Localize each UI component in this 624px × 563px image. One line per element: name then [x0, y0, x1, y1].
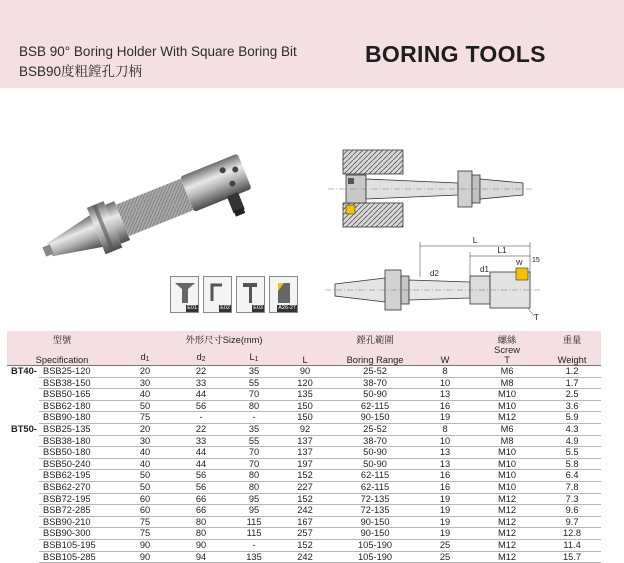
cell-W: 13: [419, 389, 471, 401]
wrench-icon: [206, 279, 230, 305]
cell-d2: 33: [173, 377, 229, 389]
cell-L1: 70: [229, 458, 279, 470]
group-spacer: [7, 400, 39, 412]
table-row: [7, 539, 601, 551]
table-row: [7, 481, 601, 493]
cell-range: 72-135: [331, 505, 419, 517]
cell-d1: 30: [117, 435, 173, 447]
cell-d2: 94: [173, 551, 229, 563]
dim-d2-label: d2: [430, 269, 439, 278]
cell-range: 25-52: [331, 366, 419, 378]
cell-L1: -: [229, 412, 279, 424]
cell-range: 25-52: [331, 423, 419, 435]
cell-L: 257: [279, 528, 331, 540]
cell-L1: 95: [229, 493, 279, 505]
spec-table: [7, 331, 601, 563]
table-row: [7, 493, 601, 505]
boring-bit-icon: [272, 279, 296, 305]
group-spacer: [7, 435, 39, 447]
cell-L: 227: [279, 481, 331, 493]
table-row: [7, 470, 601, 482]
cell-range: 90-150: [331, 412, 419, 424]
cell-W: 25: [419, 539, 471, 551]
cell-W: 25: [419, 551, 471, 563]
cell-spec: BSB62-270: [39, 481, 117, 493]
header-W: W: [419, 345, 471, 366]
cell-d1: 50: [117, 400, 173, 412]
cell-weight: 1.7: [543, 377, 601, 389]
group-spacer: [7, 539, 39, 551]
key-icon: [239, 279, 263, 305]
group-spacer: [7, 516, 39, 528]
header-L: L: [279, 345, 331, 366]
header-L1: L1: [229, 345, 279, 366]
cell-T: M10: [471, 470, 543, 482]
cell-range: 50-90: [331, 447, 419, 459]
cell-range: 62-115: [331, 470, 419, 482]
cell-T: M10: [471, 389, 543, 401]
dim-W-label: W: [516, 260, 523, 267]
cell-W: 19: [419, 493, 471, 505]
cell-L: 137: [279, 447, 331, 459]
cell-weight: 15.7: [543, 551, 601, 563]
insert-e01: E01: [170, 276, 199, 313]
cell-L: 242: [279, 505, 331, 517]
cell-d1: 90: [117, 539, 173, 551]
cell-d2: 56: [173, 470, 229, 482]
cell-range: 38-70: [331, 377, 419, 389]
cell-range: 62-115: [331, 481, 419, 493]
cell-W: 10: [419, 377, 471, 389]
cell-L: 152: [279, 539, 331, 551]
table-row: [7, 447, 601, 459]
spec-table-body: [7, 366, 601, 563]
dim-T-label: T: [534, 313, 539, 322]
cell-d1: 40: [117, 447, 173, 459]
cell-L1: 80: [229, 470, 279, 482]
group-spacer: [7, 551, 39, 563]
cell-L1: 115: [229, 516, 279, 528]
cell-L1: 95: [229, 505, 279, 517]
header-screw-en: Screw T: [471, 345, 543, 366]
cell-spec: BSB90-300: [39, 528, 117, 540]
cell-d2: 22: [173, 423, 229, 435]
cell-weight: 5.5: [543, 447, 601, 459]
cell-range: 38-70: [331, 435, 419, 447]
group-spacer: [7, 470, 39, 482]
cell-W: 8: [419, 423, 471, 435]
cell-range: 62-115: [331, 400, 419, 412]
cell-T: M10: [471, 447, 543, 459]
cell-L: 135: [279, 389, 331, 401]
insert-a26-27: A26-27: [269, 276, 298, 313]
cell-d1: 90: [117, 551, 173, 563]
cell-d2: 56: [173, 400, 229, 412]
group-label: BT40-: [11, 366, 37, 377]
header-weight-zh: 重量: [543, 331, 601, 345]
table-row: [7, 377, 601, 389]
cell-d2: 22: [173, 366, 229, 378]
cell-spec: BSB38-180: [39, 435, 117, 447]
header-size: 外形尺寸Size(mm): [117, 331, 331, 345]
cell-weight: 6.4: [543, 470, 601, 482]
cell-L: 152: [279, 493, 331, 505]
cell-d2: 44: [173, 458, 229, 470]
cell-T: M12: [471, 539, 543, 551]
dim-L1-label: L1: [497, 246, 507, 255]
cell-range: 50-90: [331, 458, 419, 470]
group-spacer: [7, 493, 39, 505]
cell-range: 105-190: [331, 551, 419, 563]
cell-L1: 135: [229, 551, 279, 563]
cell-weight: 3.6: [543, 400, 601, 412]
group-spacer: [7, 377, 39, 389]
dimension-drawing: [320, 232, 550, 327]
cell-W: 19: [419, 505, 471, 517]
cell-W: 13: [419, 458, 471, 470]
cell-spec: BSB72-195: [39, 493, 117, 505]
cell-L1: 35: [229, 423, 279, 435]
cell-d1: 40: [117, 389, 173, 401]
cell-W: 8: [419, 366, 471, 378]
table-row: [7, 505, 601, 517]
section-drawing: [318, 145, 548, 230]
cell-spec: BSB105-195: [39, 539, 117, 551]
cell-d1: 60: [117, 505, 173, 517]
cell-d2: 90: [173, 539, 229, 551]
cell-d2: 66: [173, 505, 229, 517]
cell-d2: -: [173, 412, 229, 424]
cell-d1: 20: [117, 423, 173, 435]
cell-W: 10: [419, 435, 471, 447]
cell-spec: BSB105-285: [39, 551, 117, 563]
cell-spec: BSB50-240: [39, 458, 117, 470]
dim-L-label: L: [472, 236, 478, 245]
title-english: BSB 90° Boring Holder With Square Boring Bit: [19, 44, 297, 59]
cell-spec: BSB50-180: [39, 447, 117, 459]
table-row: [7, 516, 601, 528]
cell-d1: 75: [117, 528, 173, 540]
cell-L: 90: [279, 366, 331, 378]
cell-W: 19: [419, 516, 471, 528]
header-range-en: Boring Range: [331, 345, 419, 366]
cell-spec: BSB50-165: [39, 389, 117, 401]
table-row: [7, 412, 601, 424]
table-row: [7, 528, 601, 540]
cell-range: 72-135: [331, 493, 419, 505]
cell-d1: 60: [117, 493, 173, 505]
group-spacer: [7, 458, 39, 470]
cell-d1: 30: [117, 377, 173, 389]
table-row: [7, 435, 601, 447]
screw-icon: [173, 279, 197, 305]
cell-T: M12: [471, 516, 543, 528]
cell-d1: 20: [117, 366, 173, 378]
cell-L: 150: [279, 400, 331, 412]
cell-d2: 80: [173, 516, 229, 528]
cell-weight: 4.3: [543, 423, 601, 435]
cell-T: M10: [471, 458, 543, 470]
cell-d2: 44: [173, 447, 229, 459]
header-spec-en: Specification: [7, 345, 117, 366]
cell-d1: 75: [117, 516, 173, 528]
cell-spec: BSB90-180: [39, 412, 117, 424]
cell-d2: 33: [173, 435, 229, 447]
cell-T: M8: [471, 377, 543, 389]
cell-L1: 80: [229, 481, 279, 493]
table-row: [7, 458, 601, 470]
cell-L1: 70: [229, 447, 279, 459]
cell-L: 92: [279, 423, 331, 435]
cell-L1: 55: [229, 435, 279, 447]
cell-spec: BSB62-195: [39, 470, 117, 482]
cell-d1: 50: [117, 481, 173, 493]
group-spacer: [7, 389, 39, 401]
group-spacer: [7, 412, 39, 424]
cell-L: 120: [279, 377, 331, 389]
cell-d2: 66: [173, 493, 229, 505]
cell-T: M12: [471, 412, 543, 424]
cell-L1: 70: [229, 389, 279, 401]
cell-L: 167: [279, 516, 331, 528]
cell-L1: 55: [229, 377, 279, 389]
cell-weight: 12.8: [543, 528, 601, 540]
cell-W: 13: [419, 447, 471, 459]
cell-weight: 7.8: [543, 481, 601, 493]
cell-weight: 5.9: [543, 412, 601, 424]
cell-T: M10: [471, 400, 543, 412]
cell-weight: 1.2: [543, 366, 601, 378]
cell-T: M8: [471, 435, 543, 447]
cell-d2: 56: [173, 481, 229, 493]
header-range-zh: 鏜孔範圍: [331, 331, 419, 345]
header-spec-zh: 型號: [7, 331, 117, 345]
table-row: [7, 423, 601, 435]
cell-L: 137: [279, 435, 331, 447]
brand-heading: BORING TOOLS: [365, 41, 546, 67]
table-row: [7, 551, 601, 563]
cell-T: M12: [471, 551, 543, 563]
cell-range: 90-150: [331, 528, 419, 540]
group-spacer: [7, 481, 39, 493]
cell-spec: BSB90-210: [39, 516, 117, 528]
cell-d1: 50: [117, 470, 173, 482]
cell-weight: 5.8: [543, 458, 601, 470]
group-spacer: [7, 447, 39, 459]
cell-d1: 40: [117, 458, 173, 470]
cell-spec: BSB25-120: [39, 366, 117, 378]
cell-L: 242: [279, 551, 331, 563]
cell-d2: 80: [173, 528, 229, 540]
title-chinese: BSB90度粗鏜孔刀柄: [19, 64, 143, 79]
cell-weight: 11.4: [543, 539, 601, 551]
dim-d1-label: d1: [480, 265, 489, 274]
cell-L1: 80: [229, 400, 279, 412]
cell-weight: 7.3: [543, 493, 601, 505]
cell-L: 150: [279, 412, 331, 424]
group-spacer: [7, 528, 39, 540]
cell-d2: 44: [173, 389, 229, 401]
cell-range: 90-150: [331, 516, 419, 528]
cell-weight: 9.6: [543, 505, 601, 517]
insert-e02: E02: [203, 276, 232, 313]
cell-T: M12: [471, 505, 543, 517]
header-banner: [0, 0, 624, 88]
cell-L1: 35: [229, 366, 279, 378]
cell-range: 50-90: [331, 389, 419, 401]
cell-d1: 75: [117, 412, 173, 424]
cell-T: M10: [471, 481, 543, 493]
cell-W: 19: [419, 528, 471, 540]
group-spacer: [7, 505, 39, 517]
cell-spec: BSB25-135: [39, 423, 117, 435]
cell-L1: 115: [229, 528, 279, 540]
header-screw-zh: 螺絲: [471, 331, 543, 345]
cell-L: 152: [279, 470, 331, 482]
cell-W: 16: [419, 400, 471, 412]
cell-T: M6: [471, 366, 543, 378]
table-row: [7, 366, 601, 378]
cell-range: 105-190: [331, 539, 419, 551]
cell-weight: 9.7: [543, 516, 601, 528]
table-row: [7, 400, 601, 412]
group-label: BT50-: [11, 423, 37, 434]
cell-W: 16: [419, 481, 471, 493]
cell-T: M12: [471, 493, 543, 505]
table-row: [7, 389, 601, 401]
cell-weight: 2.5: [543, 389, 601, 401]
header-d1: d1: [117, 345, 173, 366]
header-weight-en: Weight: [543, 345, 601, 366]
cell-L1: -: [229, 539, 279, 551]
insert-thumbnails: [170, 276, 298, 313]
dim-angle-label: 15: [532, 257, 540, 264]
product-photo: [20, 128, 290, 278]
header-d2: d2: [173, 345, 229, 366]
cell-spec: BSB62-180: [39, 400, 117, 412]
cell-weight: 4.9: [543, 435, 601, 447]
cell-T: M6: [471, 423, 543, 435]
cell-L: 197: [279, 458, 331, 470]
cell-W: 16: [419, 470, 471, 482]
cell-spec: BSB72-285: [39, 505, 117, 517]
insert-e03: E03: [236, 276, 265, 313]
cell-T: M12: [471, 528, 543, 540]
cell-W: 19: [419, 412, 471, 424]
cell-spec: BSB38-150: [39, 377, 117, 389]
